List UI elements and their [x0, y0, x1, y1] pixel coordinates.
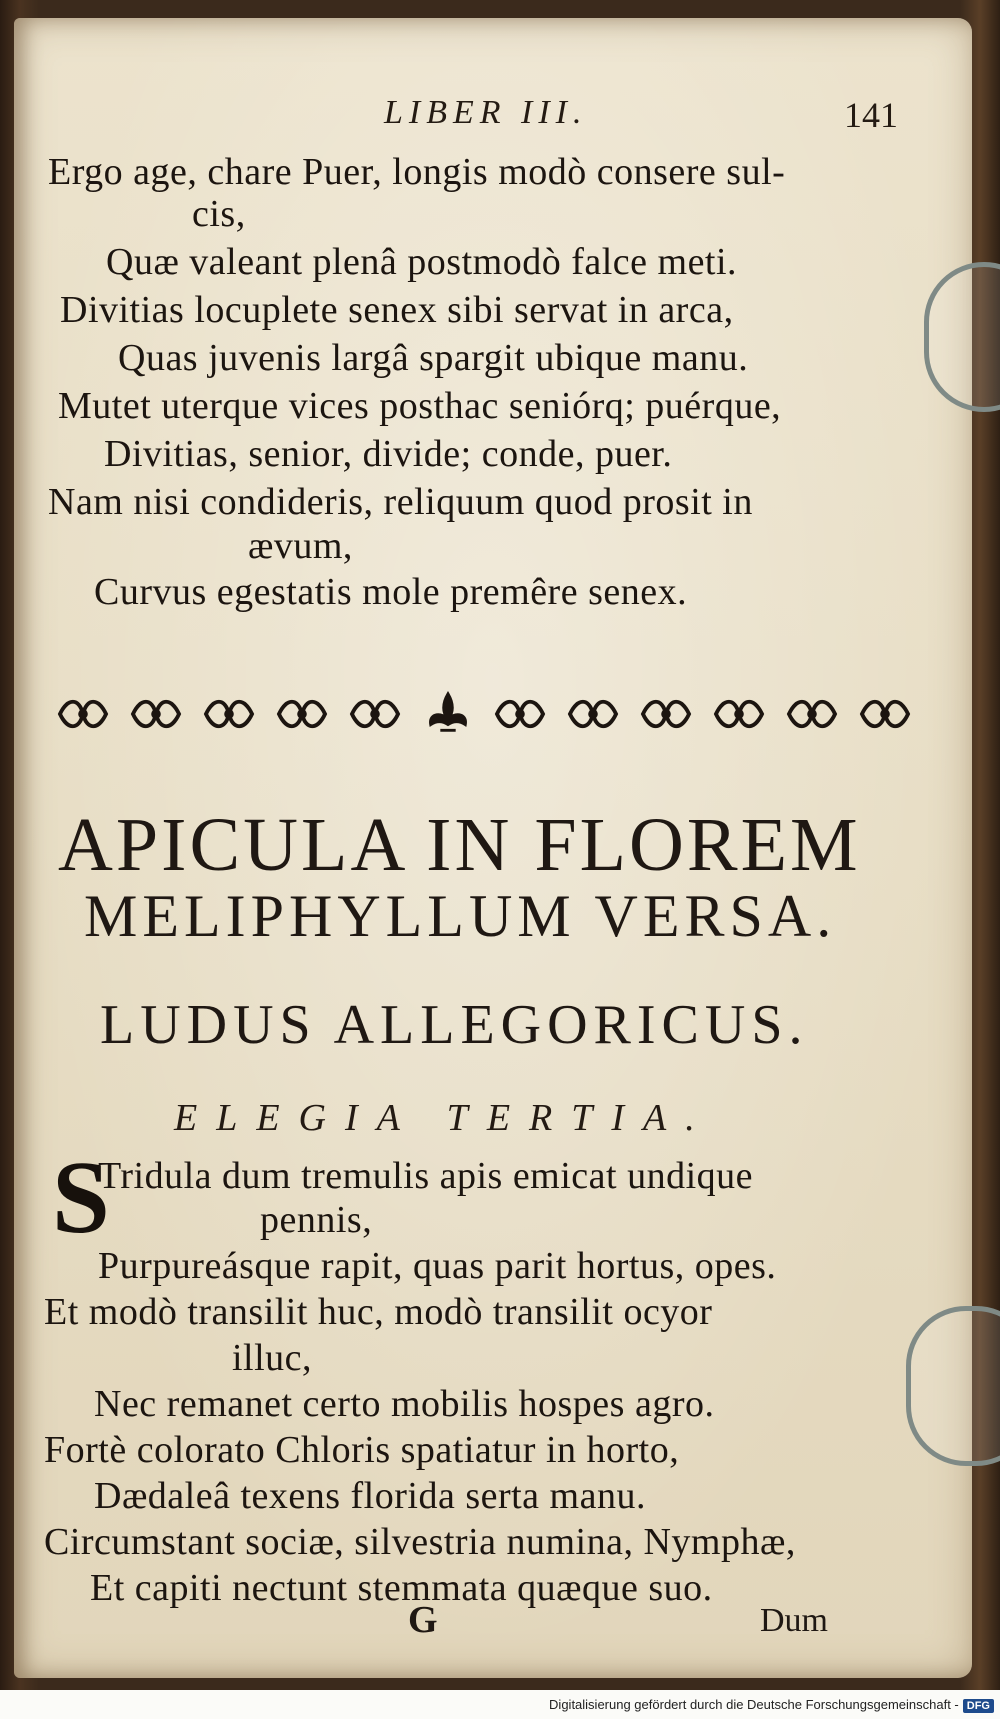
- catchword: Dum: [760, 1602, 828, 1639]
- fleuron-icon: [346, 690, 404, 738]
- poem-subtitle: LUDUS ALLEGORICUS.: [100, 994, 809, 1056]
- footer-credit: Digitalisierung gefördert durch die Deutsche Forschungsgemeinschaft -: [549, 1697, 959, 1712]
- ornament-row: [54, 686, 914, 742]
- book-clasp-ring: [906, 1306, 1000, 1466]
- verse-line: Curvus egestatis mole premêre senex.: [94, 571, 688, 613]
- digitization-footer: [0, 1690, 1000, 1719]
- fleuron-icon: [710, 690, 768, 738]
- fleuron-icon: [856, 690, 914, 738]
- drop-cap: S: [52, 1140, 110, 1255]
- verse-line: Mutet uterque vices posthac seniórq; puérque,: [58, 385, 782, 427]
- verse-line: Et capiti nectunt stemmata quæque suo.: [90, 1567, 713, 1609]
- running-head: LIBER III.: [384, 94, 588, 131]
- verse-line: Et modò transilit huc, modò transilit ocyor: [44, 1291, 713, 1333]
- fleuron-icon: [273, 690, 331, 738]
- verse-line: ævum,: [248, 525, 353, 567]
- fleuron-icon: [564, 690, 622, 738]
- verse-line: pennis,: [260, 1199, 373, 1241]
- book-page: [14, 18, 972, 1678]
- verse-line: Quæ valeant plenâ postmodò falce meti.: [106, 241, 738, 283]
- elegy-heading: ELEGIA TERTIA.: [174, 1097, 714, 1139]
- verse-line: cis,: [192, 193, 246, 235]
- verse-line: Fortè colorato Chloris spatiatur in horto,: [44, 1429, 680, 1471]
- verse-line: Quas juvenis largâ spargit ubique manu.: [118, 337, 749, 379]
- fleuron-icon: [200, 690, 258, 738]
- poem-title: APICULA IN FLOREM: [58, 803, 861, 887]
- verse-line: Ergo age, chare Puer, longis modò consere sul-: [48, 151, 786, 193]
- fleur-de-lis-icon: [419, 690, 477, 738]
- page-header: [14, 94, 972, 138]
- signature-mark: G: [408, 1599, 438, 1641]
- verse-line: Purpureásque rapit, quas parit hortus, opes.: [98, 1245, 777, 1287]
- verse-line: Dædaleâ texens florida serta manu.: [94, 1475, 646, 1517]
- verse-line: illuc,: [232, 1337, 313, 1379]
- verse-line: Divitias locuplete senex sibi servat in arca,: [60, 289, 734, 331]
- fleuron-icon: [54, 690, 112, 738]
- poem-title-second-line: MELIPHYLLUM VERSA.: [84, 883, 837, 949]
- verse-line: Nam nisi condideris, reliquum quod prosit in: [48, 481, 753, 523]
- verse-line: Circumstant sociæ, silvestria numina, Nymphæ,: [44, 1521, 796, 1563]
- verse-line: Divitias, senior, divide; conde, puer.: [104, 433, 673, 475]
- fleuron-icon: [783, 690, 841, 738]
- verse-line: Nec remanet certo mobilis hospes agro.: [94, 1383, 715, 1425]
- page-number: 141: [844, 95, 898, 135]
- fleuron-icon: [637, 690, 695, 738]
- fleuron-icon: [127, 690, 185, 738]
- verse-line: Tridula dum tremulis apis emicat undique: [98, 1155, 754, 1197]
- fleuron-icon: [491, 690, 549, 738]
- dfg-logo: DFG: [963, 1699, 994, 1713]
